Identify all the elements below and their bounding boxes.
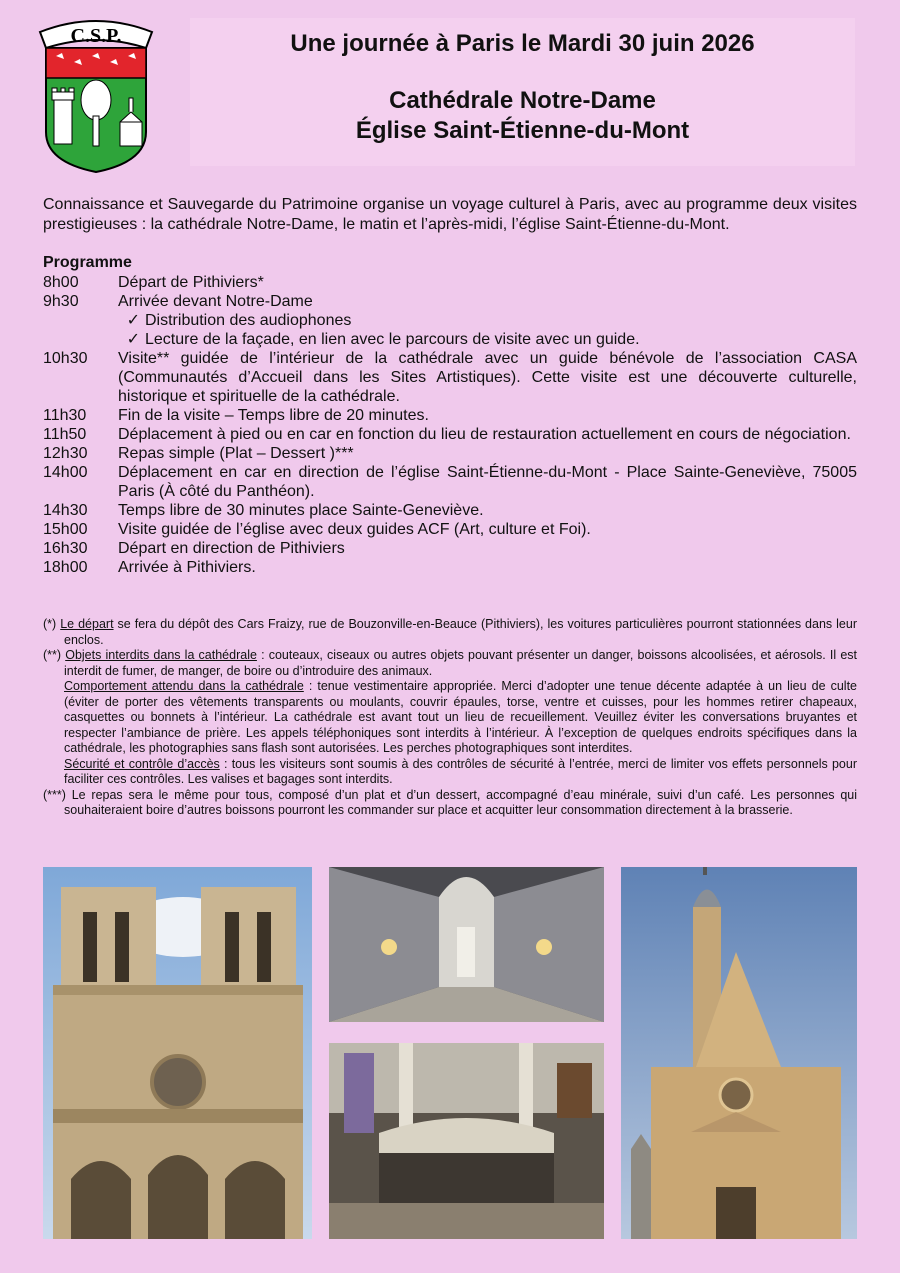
header — [190, 18, 855, 166]
footnotes — [43, 617, 857, 819]
program-text: Fin de la visite – Temps libre de 20 minutes. — [118, 407, 429, 424]
logo-text: C.S.P. — [70, 25, 122, 47]
program-text: Arrivée à Pithiviers. — [118, 559, 256, 576]
footnote-text: : tous les visiteurs sont soumis à des contrôles de sécurité à l’entrée, merci de limiter vos effets personnels pour faciliter ces contrôles. Les valises et bagages sont interdits. — [64, 756, 857, 786]
footnote-security — [43, 757, 857, 788]
check-icon: ✓ — [126, 312, 140, 329]
footnote-text: se fera du dépôt des Cars Fraizy, rue de Bouzonville-en-Beauce (Pithiviers), les voitures particulières pourront stationnées dans leur enclos. — [64, 617, 857, 647]
program-list — [43, 273, 857, 577]
check-text: Distribution des audiophones — [145, 312, 352, 329]
subtitle-cathedral: Cathédrale Notre-Dame — [389, 87, 656, 114]
check-icon: ✓ — [126, 331, 140, 348]
program-item — [43, 406, 857, 425]
footnote-behaviour — [43, 679, 857, 757]
program-time: 9h30 — [43, 293, 79, 310]
program-time: 14h30 — [43, 502, 88, 519]
footnote-meal — [43, 788, 857, 819]
check-text: Lecture de la façade, en lien avec le parcours de visite avec un guide. — [145, 331, 640, 348]
footnote-label: Sécurité et contrôle d’accès — [64, 756, 220, 771]
footnote-label: Comportement attendu dans la cathédrale — [64, 679, 304, 693]
program-text: Repas simple (Plat – Dessert )*** — [118, 445, 354, 462]
photo-saint-etienne-facade — [621, 867, 857, 1239]
photo-cathedral-nave — [329, 867, 604, 1022]
footnote-text: Le repas sera le même pour tous, composé d’un plat et d’un dessert, accompagné d’eau minérale, suivi d’un café. Les personnes qui souhaiteraient boire d’autres boissons pourront les commander sur place et acquitter leur consommation directement à la brasserie. — [64, 787, 857, 817]
program-item — [43, 349, 857, 406]
program-text: Temps libre de 30 minutes place Sainte-Geneviève. — [118, 502, 484, 519]
program-text: Arrivée devant Notre-Dame — [118, 293, 313, 310]
program-time: 15h00 — [43, 521, 88, 538]
program-item — [43, 539, 857, 558]
photo-notre-dame-facade — [43, 867, 312, 1239]
check-item — [43, 311, 857, 330]
program-time: 16h30 — [43, 540, 88, 557]
program-item — [43, 292, 857, 311]
program-text: Déplacement en car en direction de l’église Saint-Étienne-du-Mont - Place Sainte-Geneviève, 75005 Paris (À côté du Panthéon). — [118, 464, 857, 500]
footnote-departure — [43, 617, 857, 648]
program-text: Déplacement à pied ou en car en fonction du lieu de restauration actuellement en cours de négociation. — [118, 426, 851, 443]
program-time: 8h00 — [43, 274, 79, 291]
program-time: 12h30 — [43, 445, 88, 462]
program-time: 14h00 — [43, 464, 88, 481]
program-text: Visite** guidée de l’intérieur de la cathédrale avec un guide bénévole de l’association CASA (Communautés d’Accueil dans les Sites Artistiques). Cette visite est une découverte culturelle, historique et spirituelle de la cathédrale. — [118, 350, 857, 405]
page-subtitle — [190, 86, 855, 146]
footnote-label: Objets interdits dans la cathédrale — [65, 648, 257, 662]
program-text: Départ de Pithiviers* — [118, 274, 264, 291]
program-title: Programme — [43, 254, 132, 271]
program-text: Départ en direction de Pithiviers — [118, 540, 345, 557]
footnote-marker: (***) — [43, 787, 66, 802]
csp-logo — [34, 12, 158, 174]
photo-church-interior — [329, 1043, 604, 1239]
program-item — [43, 520, 857, 539]
footnote-text: : couteaux, ciseaux ou autres objets pouvant présenter un danger, boissons alcoolisées, et aérosols. Il est interdit de fumer, de manger, de boire ou d’introduire des animaux. — [64, 648, 857, 678]
page-title: Une journée à Paris le Mardi 30 juin 2026 — [290, 30, 755, 57]
program-time: 11h50 — [43, 426, 87, 443]
program-time: 18h00 — [43, 559, 88, 576]
check-item — [43, 330, 857, 349]
footnote-label: Le départ — [60, 617, 114, 631]
footnote-cathedral — [43, 648, 857, 679]
footnote-marker: (*) — [43, 617, 57, 631]
program-item — [43, 501, 857, 520]
program-time: 10h30 — [43, 350, 88, 367]
program-item — [43, 425, 857, 444]
program-item — [43, 444, 857, 463]
footnote-marker: (**) — [43, 648, 62, 662]
program-item — [43, 463, 857, 501]
subtitle-church: Église Saint-Étienne-du-Mont — [355, 117, 690, 144]
program-text: Visite guidée de l’église avec deux guides ACF (Art, culture et Foi). — [118, 521, 591, 538]
intro-paragraph: Connaissance et Sauvegarde du Patrimoine organise un voyage culturel à Paris, avec au programme deux visites prestigieuses : la cathédrale Notre-Dame, le matin et l’après-midi, l’église Saint-Étienne-du-Mont. — [43, 196, 857, 233]
program-item — [43, 273, 857, 292]
program-item — [43, 558, 857, 577]
program-time: 11h30 — [43, 407, 87, 424]
footnote-text: : tenue vestimentaire appropriée. Merci d’adopter une tenue décente adaptée à un lieu de culte (éviter de porter des vêtements transparents ou moulants, couvrir épaules, torse, ventre et cuisses, pour les hommes retirer chapeaux, casquettes ou bonnets à l’intérieur. La cathédrale est avant tout un lieu de recueillement. Veuillez éviter les conversations bruyantes et respecter l’ambiance de prière. Les appels téléphoniques sont interdits à l’intérieur. À l’exception de quelques endroits spécifiques dans la cathédrale, les photographies sans flash sont autorisées. Les perches photographiques sont interdites. — [64, 679, 857, 755]
